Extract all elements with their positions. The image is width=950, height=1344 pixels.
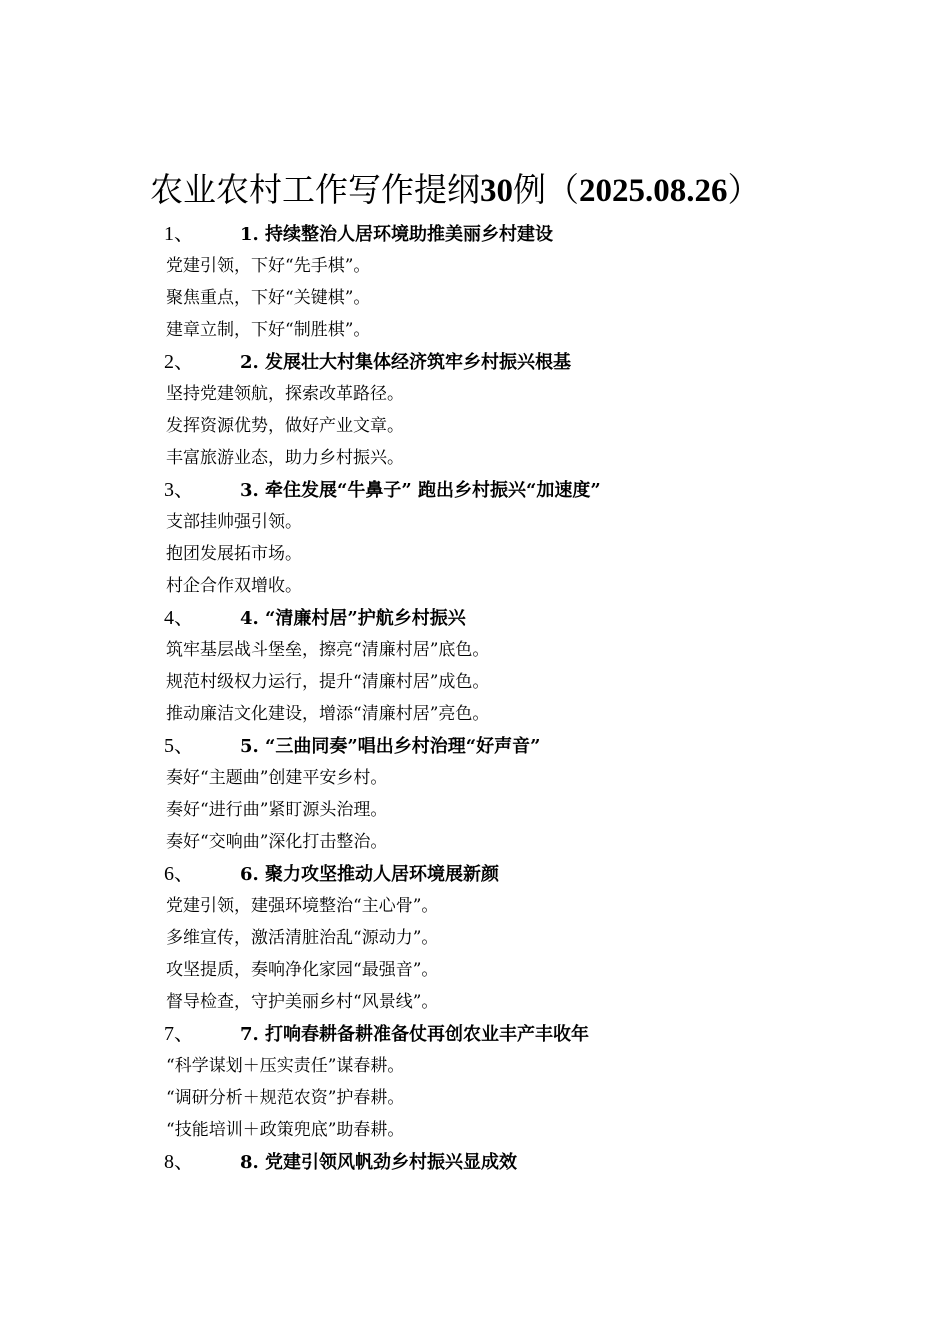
section-heading [166, 346, 866, 378]
section-index: 1、 [164, 223, 194, 245]
outline-item: 坚持党建领航，探索改革路径。 [166, 384, 404, 404]
outline-content [166, 218, 866, 1178]
section-index: 2、 [164, 351, 194, 373]
outline-item: 发挥资源优势，做好产业文章。 [166, 416, 404, 436]
outline-item: 建章立制，下好“制胜棋”。 [166, 320, 371, 340]
title-number: 30 [480, 173, 513, 209]
page-title [150, 168, 830, 213]
section-heading-text: 8. 党建引领风帆劲乡村振兴显成效 [240, 1152, 518, 1173]
outline-section [166, 1018, 866, 1146]
outline-section [166, 602, 866, 730]
section-index: 5、 [164, 735, 194, 757]
outline-item: 规范村级权力运行，提升“清廉村居”成色。 [166, 672, 490, 692]
outline-item: 督导检查，守护美丽乡村“风景线”。 [166, 992, 439, 1012]
outline-section [166, 858, 866, 1018]
outline-item: 村企合作双增收。 [166, 576, 302, 596]
section-heading-text: 5. “三曲同奏”唱出乡村治理“好声音” [240, 736, 541, 757]
outline-item: 奏好“进行曲”紧盯源头治理。 [166, 800, 388, 820]
section-heading-text: 2. 发展壮大村集体经济筑牢乡村振兴根基 [240, 352, 572, 373]
outline-item: “技能培训＋政策兜底”助春耕。 [166, 1120, 405, 1140]
outline-item: 推动廉洁文化建设，增添“清廉村居”亮色。 [166, 704, 490, 724]
outline-item: 筑牢基层战斗堡垒，擦亮“清廉村居”底色。 [166, 640, 490, 660]
title-date: 2025.08.26 [579, 173, 728, 209]
section-heading-text: 4. “清廉村居”护航乡村振兴 [240, 608, 466, 629]
section-index: 8、 [164, 1151, 194, 1173]
section-heading [166, 730, 866, 762]
title-suffix: 例（ [513, 170, 579, 209]
outline-item: 攻坚提质，奏响净化家园“最强音”。 [166, 960, 439, 980]
outline-item: 丰富旅游业态，助力乡村振兴。 [166, 448, 404, 468]
outline-section [166, 346, 866, 474]
outline-section [166, 218, 866, 346]
section-heading [166, 1146, 866, 1178]
outline-section [166, 474, 866, 602]
outline-item: 聚焦重点，下好“关键棋”。 [166, 288, 371, 308]
section-heading-text: 1. 持续整治人居环境助推美丽乡村建设 [240, 224, 554, 245]
section-heading [166, 858, 866, 890]
section-index: 3、 [164, 479, 194, 501]
section-index: 6、 [164, 863, 194, 885]
section-heading-text: 6. 聚力攻坚推动人居环境展新颜 [240, 864, 500, 885]
section-heading [166, 602, 866, 634]
outline-item: 奏好“交响曲”深化打击整治。 [166, 832, 388, 852]
outline-item: 抱团发展拓市场。 [166, 544, 302, 564]
outline-section [166, 730, 866, 858]
outline-item: 奏好“主题曲”创建平安乡村。 [166, 768, 388, 788]
section-heading [166, 218, 866, 250]
outline-section [166, 1146, 866, 1178]
section-heading-text: 7. 打响春耕备耕准备仗再创农业丰产丰收年 [240, 1024, 590, 1045]
title-close: ） [727, 170, 761, 209]
outline-item: 多维宣传，激活清脏治乱“源动力”。 [166, 928, 439, 948]
section-heading [166, 474, 866, 506]
title-prefix: 农业农村工作写作提纲 [150, 170, 480, 209]
section-heading [166, 1018, 866, 1050]
outline-item: “调研分析＋规范农资”护春耕。 [166, 1088, 405, 1108]
section-index: 4、 [164, 607, 194, 629]
outline-item: 党建引领，下好“先手棋”。 [166, 256, 371, 276]
section-heading-text: 3. 牵住发展“牛鼻子” 跑出乡村振兴“加速度” [240, 480, 601, 501]
section-index: 7、 [164, 1023, 194, 1045]
outline-item: 党建引领，建强环境整治“主心骨”。 [166, 896, 439, 916]
outline-item: 支部挂帅强引领。 [166, 512, 302, 532]
outline-item: “科学谋划＋压实责任”谋春耕。 [166, 1056, 405, 1076]
